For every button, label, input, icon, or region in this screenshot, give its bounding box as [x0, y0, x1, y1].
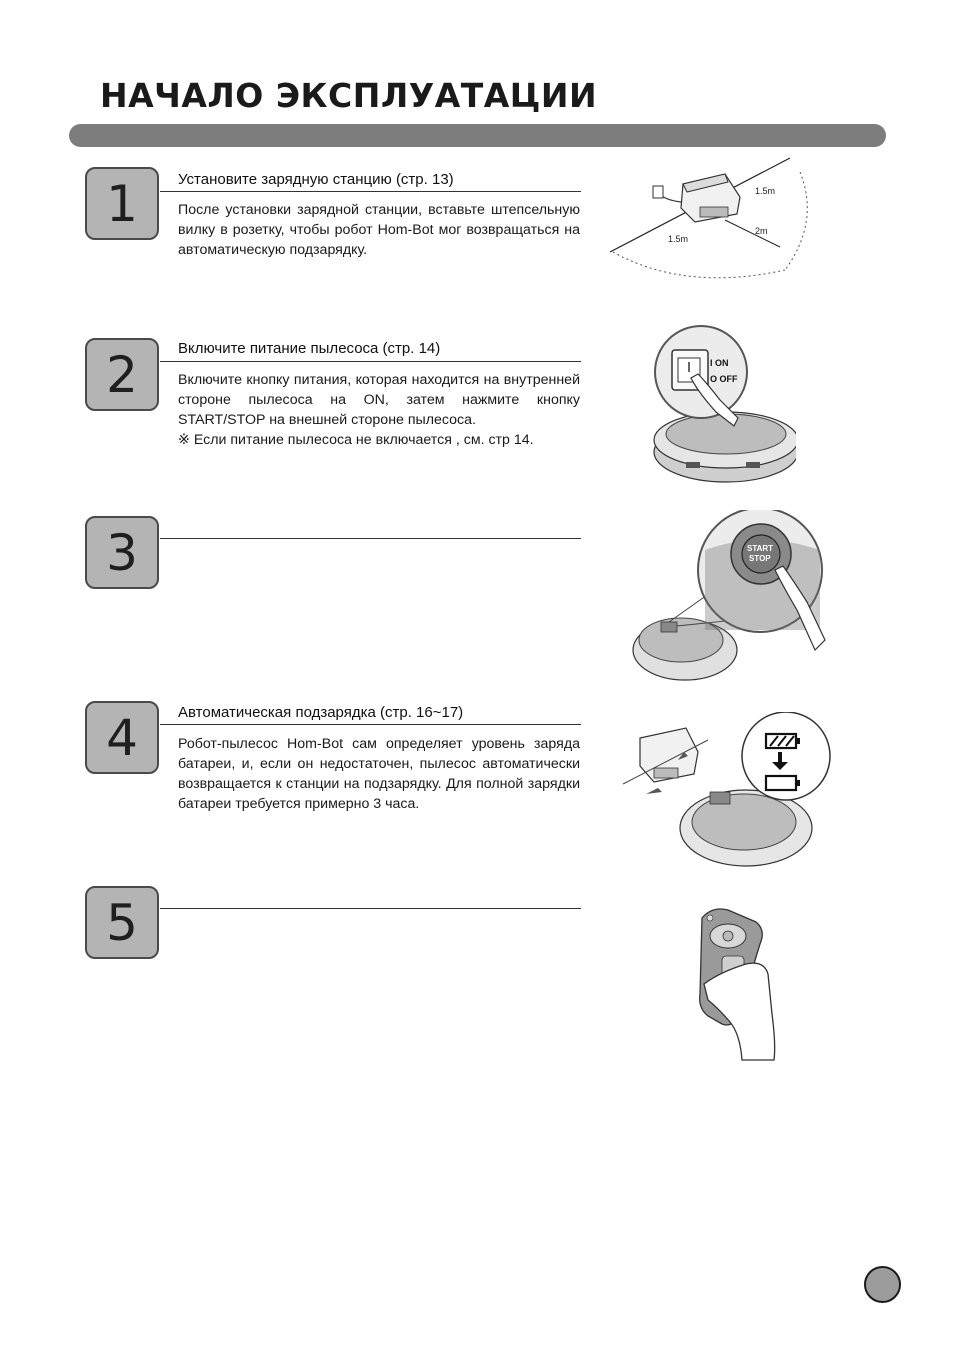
step-5-divider	[160, 908, 581, 909]
step-3-number-box: 3	[85, 516, 159, 589]
step-4-heading: Автоматическая подзарядка (стр. 16~17)	[178, 704, 464, 721]
stop-label: STOP	[749, 554, 771, 563]
page-title: НАЧАЛО ЭКСПЛУАТАЦИИ	[100, 76, 598, 115]
auto-recharge-illustration	[618, 712, 833, 872]
charging-station-illustration	[605, 152, 815, 284]
switch-on-label: I ON	[710, 358, 729, 368]
remote-control-illustration	[690, 904, 790, 1062]
distance-label-left: 1.5m	[668, 234, 689, 244]
start-label: START	[747, 544, 774, 553]
page-number-badge	[864, 1266, 901, 1303]
step-1-divider	[160, 191, 581, 192]
step-3-divider	[160, 538, 581, 539]
step-1-number-box: 1	[85, 167, 159, 240]
step-2-heading: Включите питание пылесоса (стр. 14)	[178, 340, 441, 357]
step-2-note: ※ Если питание пылесоса не включается , см. стр 14.	[178, 432, 534, 448]
step-4-number-box: 4	[85, 701, 159, 774]
step-1-heading: Установите зарядную станцию (стр. 13)	[178, 171, 454, 188]
distance-label-front: 2m	[755, 226, 768, 236]
start-stop-illustration	[625, 510, 835, 685]
step-4-body: Робот-пылесос Hom-Bot сам определяет уровень заряда батареи, и, если он недостаточен, пылесос автоматически возвращается к станции на подзарядку. Для полной зарядки батареи требуется примерно 3 часа.	[178, 736, 580, 812]
power-switch-illustration	[646, 322, 796, 490]
switch-off-label: O OFF	[710, 374, 738, 384]
title-banner-bar	[69, 124, 886, 147]
step-2-body: Включите кнопку питания, которая находится на внутренней стороне пылесоса на ON, затем нажмите кнопку START/STOP на внешней стороне пылесоса.	[178, 372, 580, 428]
step-2-number-box: 2	[85, 338, 159, 411]
step-5-number-box: 5	[85, 886, 159, 959]
step-1-body: После установки зарядной станции, вставьте штепсельную вилку в розетку, чтобы робот Hom-Bot мог возвращаться на автоматическую подзарядку.	[178, 202, 580, 258]
step-2-divider	[160, 361, 581, 362]
step-2-body-block	[178, 370, 580, 450]
distance-label-right: 1.5m	[755, 186, 776, 196]
step-4-divider	[160, 724, 581, 725]
